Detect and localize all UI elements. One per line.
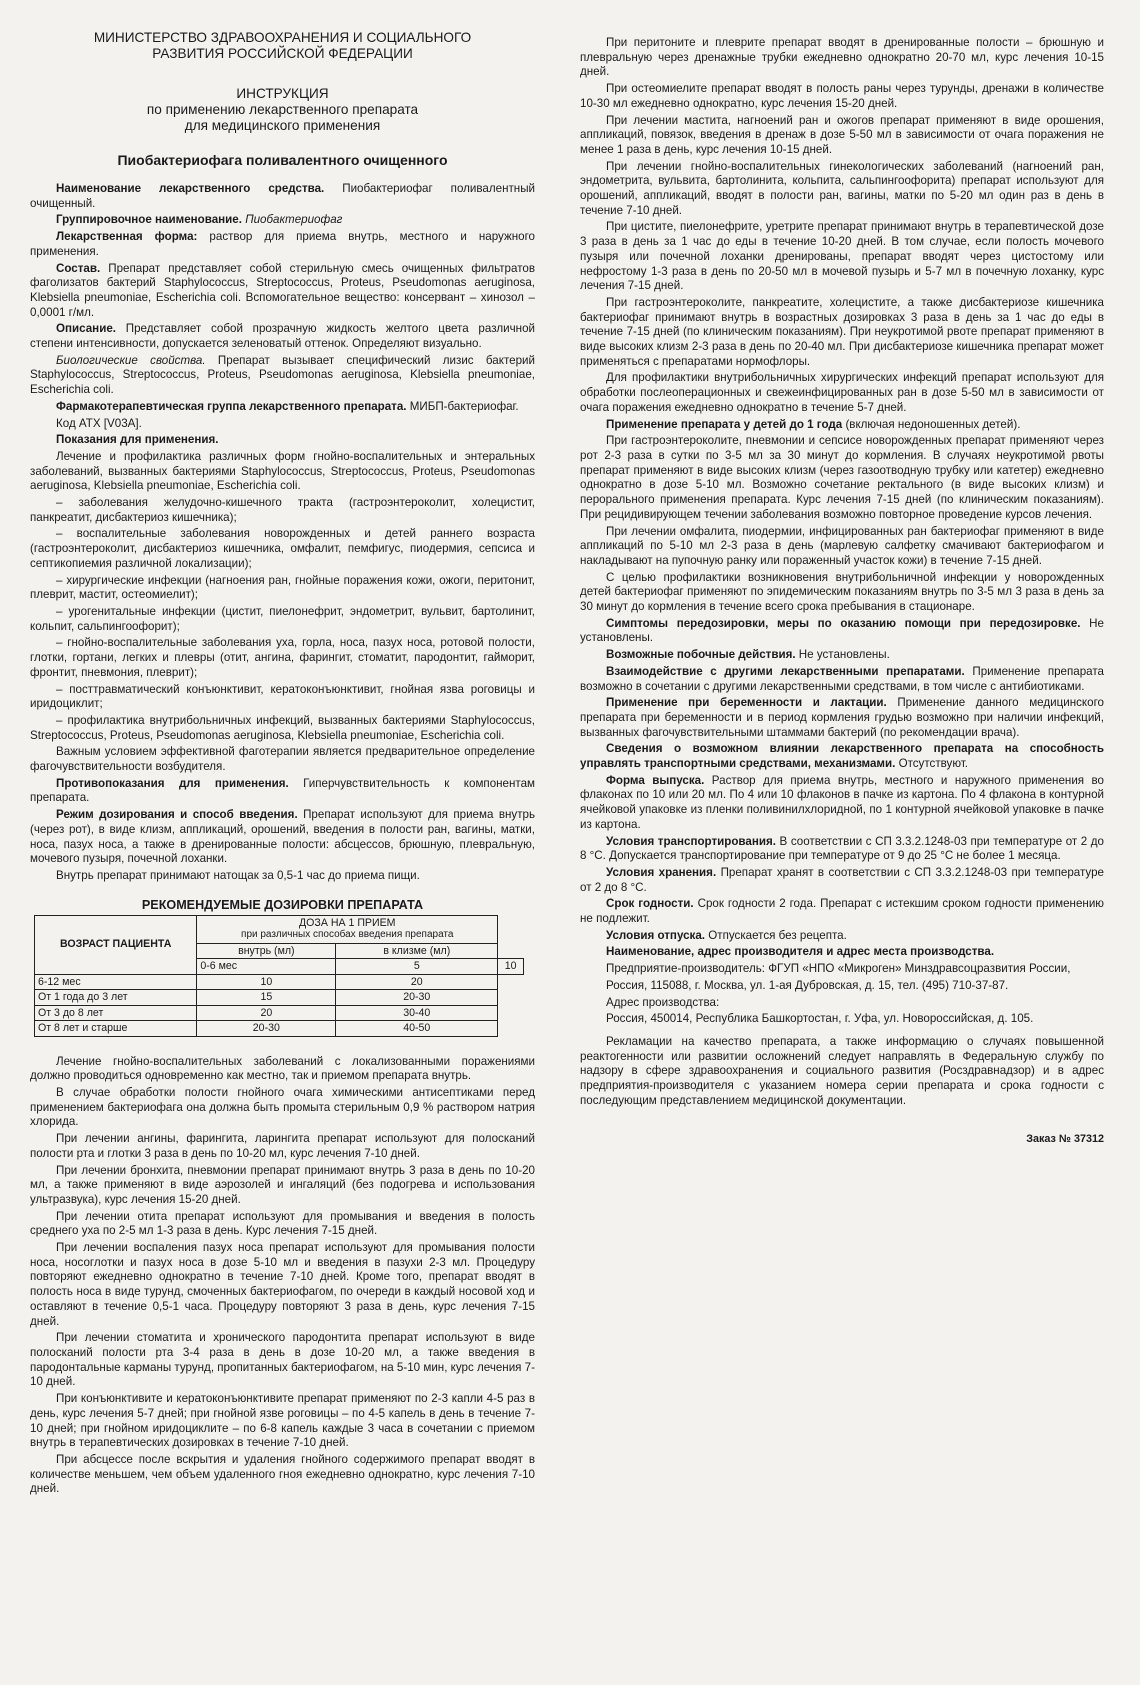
treatment-paragraph: При остеомиелите препарат вводят в полость раны через турунды, дренажи в количестве 10-30 мл ежедневно однократно, курс лечения 15-20 дней.	[580, 82, 1104, 110]
treatment-paragraph: При лечении гнойно-воспалительных гинекологических заболеваний (нагноений ран, эндометрита, вульвита, бартолинита, кольпита, сальпингоофорита) препарат используют для орошений, аппликаций, вводят в полости ран, вагины, матки по 5-20 мл один раз в день в течение 7-10 дней.	[580, 159, 1104, 217]
table-row: От 8 лет и старше 20-30 40-50	[35, 1021, 524, 1037]
treatment-paragraph: При цистите, пиелонефрите, уретрите препарат принимают внутрь в терапевтической дозе 3 раза в день за 1 час до еды в течение 10-20 дней. В том случае, если полость мочевого пузыря или почечной лоханки дренированы, препарат вводят через цистостому или нефростому 1-3 раза в день по 20-50 мл в мочевой пузырь и 5-7 мл в почечную лоханку, курс лечения 7-15 дней.	[580, 220, 1104, 293]
indication-item: – посттравматический конъюнктивит, кератоконъюнктивит, гнойная язва роговицы и иридоциклит;	[30, 682, 535, 711]
treatment-paragraph: При гастроэнтероколите, панкреатите, холецистите, а также дисбактериозе кишечника бактериофаг принимают внутрь в возрастных дозировках 3 раза в день за 1 час до еды в течение 7-15 дней (по клиническим показаниям). При неукротимой рвоте препарат применяют в виде высоких клизм 2-3 раза в день по 20-40 мл. При дисбактериозе кишечника препарат может применяться с препаратами нормофлоры.	[580, 295, 1104, 368]
col-oral-header: внутрь (мл)	[197, 943, 336, 959]
treatment-paragraph: Для профилактики внутрибольничных хирургических инфекций препарат используют для обработки послеоперационных и свежеинфицированных ран в дозе 5-50 мл в зависимости от очага поражения ежедневно однократно в течение 5-7 дней.	[580, 371, 1104, 414]
bio-paragraph: Биологические свойства. Препарат вызывает специфический лизис бактерий Staphylococcus, Streptococcus, Proteus, Pseudomonas aeruginosa, Klebsiella pneumoniae, Escherichia coli.	[30, 353, 535, 397]
ministry-line-2: РАЗВИТИЯ РОССИЙСКОЙ ФЕДЕРАЦИИ	[152, 46, 413, 61]
indication-item: – заболевания желудочно-кишечного тракта (гастроэнтероколит, холецистит, панкреатит, дисбактериоз кишечника);	[30, 496, 535, 524]
children-detail: При лечении омфалита, пиодермии, инфицированных ран бактериофаг применяют в виде аппликаций по 5-10 мл 2-3 раза в день (марлевую салфетку смачивают бактериофагом и накладывают на пупочную ранку или пораженный участок кожи) в течение 7-15 дней.	[580, 524, 1104, 567]
treatment-paragraph: При лечении мастита, нагноений ран и ожогов препарат применяют в виде орошения, аппликаций, повязок, введения в дренаж в дозе 5-50 мл в зависимости от очага поражения не менее 1 раза в день, курс лечения 10-15 дней.	[580, 113, 1104, 156]
fasting-paragraph: Внутрь препарат принимают натощак за 0,5-1 час до приема пищи.	[56, 868, 420, 882]
interaction-paragraph: Взаимодействие с другими лекарственными препаратами. Применение препарата возможно в сочетании с другими лекарственными средствами, в том числе с антибиотиками.	[580, 664, 1104, 693]
driving-paragraph: Сведения о возможном влиянии лекарственного препарата на способность управлять транспортными средствами, механизмами. Отсутствуют.	[580, 742, 1104, 771]
order-number: Заказ № 37312	[1026, 1132, 1104, 1145]
table-row: 0-6 мес 5 10	[35, 959, 524, 975]
indication-item: – воспалительные заболевания новорожденных и детей раннего возраста (гастроэнтероколит, дисбактериоз кишечника, омфалит, пемфигус, пиодермия, сепсиса и септикопиемия различной локализации);	[30, 527, 535, 570]
form-paragraph: Лекарственная форма: раствор для приема внутрь, местного и наружного применения.	[30, 230, 535, 258]
children-detail: При гастроэнтероколите, пневмонии и сепсисе новорожденных препарат применяют через рот 2-3 раза в сутки по 3-5 мл за 30 минут до кормления. В случаях неукротимой рвоты препарат применяют в виде высоких клизм (через газоотводную трубку или катетер) ежедневно однократно в дозе 5-10 мл. Возможно сочетание ректального (в виде высоких клизм) и перорального применения препарата. Курс лечения 7-15 дней (по клиническим показаниям). При рецидивирующем течении заболевания возможно повторное проведение курсов лечения.	[580, 434, 1104, 521]
shelf-life-paragraph: Срок годности. Срок годности 2 года. Препарат с истекшим сроком годности применению не подлежит.	[580, 897, 1104, 926]
overdose-paragraph: Симптомы передозировки, меры по оказанию помощи при передозировке. Не установлены.	[580, 616, 1104, 645]
storage-paragraph: Условия хранения. Препарат хранят в соответствии с СП 3.3.2.1248-03 при температуре от 2 до 8 °С.	[580, 865, 1104, 894]
treatment-paragraph: При лечении стоматита и хронического пародонтита препарат используют в виде полосканий полости рта 3-4 раза в день в дозе 10-20 мл, а также введения в пародонтальные карманы турунд, пропитанных бактериофагом, на 5-10 мин, курс лечения 7-10 дней.	[30, 1331, 535, 1389]
col-enema-header: в клизме (мл)	[336, 943, 498, 959]
dosage-table-title: РЕКОМЕНДУЕМЫЕ ДОЗИРОВКИ ПРЕПАРАТА	[141, 897, 424, 912]
doc-type: ИНСТРУКЦИЯ	[236, 86, 329, 101]
treatment-paragraph: При абсцессе после вскрытия и удаления гнойного содержимого препарат вводят в количестве меньшем, чем объем удаленного гноя ежедневно однократно, курс лечения 7-10 дней.	[30, 1452, 535, 1496]
pregnancy-paragraph: Применение при беременности и лактации. Применение данного медицинского препарата при беременности и в период кормления грудью возможно при наличии инфекций, вызванных фагочувствительными штаммами бактерий (по рекомендации врача).	[580, 696, 1104, 739]
table-row: 6-12 мес 10 20	[35, 974, 524, 990]
treatment-paragraph: При лечении воспаления пазух носа препарат используют для промывания полости носа, носоглотки и пазух носа в дозе 5-10 мл и введения в пазухи 2-3 мл. Процедуру повторяют ежедневно однократно в течение 7-10 дней. Кроме того, препарат вводят в полость носа в виде турунд, смоченных бактериофагом, по очереди в каждый носовой ход и оставляют в течение 0,5-1 часа. Процедуру повторяют 3 раза в день, курс лечения 7-15 дней.	[30, 1241, 535, 1328]
treatment-paragraph: При конъюнктивите и кератоконъюнктивите препарат применяют по 2-3 капли 4-5 раз в день, курс лечения 5-7 дней; при гнойной язве роговицы – по 4-5 капель в день в течение 7-10 дней; при гнойном иридоциклите – по 6-8 капель каждые 3 часа в сочетании с приемом внутрь в терапевтических дозировках в течение 7-10 дней.	[30, 1392, 535, 1450]
indication-item: – хирургические инфекции (нагноения ран, гнойные поражения кожи, ожоги, перитонит, плеврит, мастит, остеомиелит);	[30, 573, 535, 602]
children-detail: С целью профилактики возникновения внутрибольничной инфекции у новорожденных детей бактериофаг применяют по эпидемическим показаниям внутрь по 3-5 мл 3 раза в день за 30 минут до кормления в течение всего срока пребывания в стационаре.	[580, 570, 1104, 614]
contra-paragraph: Противопоказания для применения. Гиперчувствительность к компонентам препарата.	[30, 776, 535, 805]
drug-title: Пиобактериофага поливалентного очищенного	[117, 152, 448, 168]
dispense-paragraph: Условия отпуска. Отпускается без рецепта.	[606, 928, 847, 942]
children-paragraph: Применение препарата у детей до 1 года (включая недоношенных детей).	[606, 417, 1021, 431]
indication-item: – профилактика внутрибольничных инфекций, вызванных бактериями Staphylococcus, Streptococcus, Proteus, Pseudomonas aeruginosa, Klebsiella pneumoniae, Escherichia coli.	[30, 713, 535, 742]
condition-paragraph: Важным условием эффективной фаготерапии является предварительное определение фагочувствительности возбудителя.	[30, 745, 535, 774]
manufacturer-heading: Наименование, адрес производителя и адрес места производства.	[606, 945, 995, 959]
group-paragraph: Группировочное наименование. Пиобактериофаг	[56, 213, 343, 227]
treatment-paragraph: При перитоните и плеврите препарат вводят в дренированные полости – брюшную и плевральную через дренажные трубки ежедневно однократно 20-70 мл, курс лечения 10-15 дней.	[580, 36, 1104, 79]
description-paragraph: Описание. Представляет собой прозрачную жидкость желтого цвета различной степени интенсивности, допускается зеленоватый оттенок. Определяют визуально.	[30, 322, 535, 351]
purpose-line-2: для медицинского применения	[184, 118, 381, 133]
side-effects-paragraph: Возможные побочные действия. Не установлены.	[606, 648, 890, 662]
name-paragraph: Наименование лекарственного средства. Пиобактериофаг поливалентный очищенный.	[30, 182, 536, 210]
composition-paragraph: Состав. Препарат представляет собой стерильную смесь очищенных фильтратов фаголизатов бактерий Staphylococcus, Streptococcus, Proteus, Pseudomonas aeruginosa, Klebsiella pneumoniae, Escherichia coli. Вспомогательное вещество: консервант – хинозол – 0,0001 г/мл.	[30, 261, 535, 319]
left-column	[30, 0, 535, 1499]
indications-text: Лечение и профилактика различных форм гнойно-воспалительных и энтеральных заболеваний, вызванных бактериями Staphylococcus, Streptococcus, Proteus, Pseudomonas aeruginosa, Klebsiella pneumoniae, Escherichia coli.	[30, 449, 535, 493]
manufacturer-line: Адрес производства:	[606, 995, 720, 1009]
manufacturer-line: Россия, 450014, Республика Башкортостан, г. Уфа, ул. Новороссийская, д. 105.	[606, 1012, 1034, 1026]
dosing-paragraph: Режим дозирования и способ введения. Препарат используют для приема внутрь (через рот), в виде клизм, аппликаций, орошений, введения в полости ран, вагины, матки, носа, пазух носа, а также в дренированные полости: абсцессов, брюшную, плевральную, мочевого пузыря, почечной лоханки.	[30, 808, 535, 866]
right-column	[580, 0, 1104, 1149]
ministry-line-1: МИНИСТЕРСТВО ЗДРАВООХРАНЕНИЯ И СОЦИАЛЬНОГО	[93, 30, 472, 45]
dosage-table	[34, 915, 524, 1037]
table-row: От 1 года до 3 лет 15 20-30	[35, 990, 524, 1006]
treatment-paragraph: При лечении ангины, фарингита, ларингита препарат используют для полосканий полости рта и глотки 3 раза в день по 10-20 мл, курс лечения 7-10 дней.	[30, 1132, 535, 1160]
indications-heading: Показания для применения.	[56, 433, 219, 447]
manufacturer-line: Россия, 115088, г. Москва, ул. 1-ая Дубровская, д. 15, тел. (495) 710-37-87.	[606, 978, 1009, 992]
treatment-paragraph: Лечение гнойно-воспалительных заболеваний с локализованными поражениями должно проводиться одновременно как местно, так и приемом препарата внутрь.	[30, 1054, 535, 1083]
treatment-paragraph: При лечении отита препарат используют для промывания и введения в полость среднего уха по 2-5 мл 1-3 раза в день. Курс лечения 7-15 дней.	[30, 1209, 535, 1238]
atc-code: Код АТХ [V03A].	[56, 416, 142, 430]
purpose-line-1: по применению лекарственного препарата	[146, 102, 419, 117]
treatment-paragraph: При лечении бронхита, пневмонии препарат принимают внутрь 3 раза в день по 10-20 мл, а также применяют в виде аэрозолей и ингаляций (без подогрева и использования ультразвука), курс лечения 15-20 дней.	[30, 1163, 535, 1206]
indication-item: – гнойно-воспалительные заболевания уха, горла, носа, пазух носа, ротовой полости, глотки, гортани, легких и плевры (отит, ангина, фарингит, стоматит, пародонтит, гайморит, фронтит, пневмония, плеврит);	[30, 636, 535, 679]
treatment-paragraph: В случае обработки полости гнойного очага химическими антисептиками перед применением бактериофага она должна быть промыта стерильным 0,9 % раствором натрия хлорида.	[30, 1086, 535, 1129]
transport-paragraph: Условия транспортирования. В соответствии с СП 3.3.2.1248-03 при температуре от 2 до 8 °С. Допускается транспортирование при температуре от 9 до 25 °С не более 1 месяца.	[580, 834, 1104, 863]
claims-paragraph: Рекламации на качество препарата, а также информацию о случаях повышенной реактогенности или развитии осложнений следует направлять в Федеральную службу по надзору в сфере здравоохранения и социального развития (Росздравнадзор) и в адрес предприятия-производителя с указанием номера серии препарата и срока годности с последующим представлением медицинской документации.	[580, 1035, 1104, 1107]
manufacturer-line: Предприятие-производитель: ФГУП «НПО «Микроген» Минздравсоцразвития России,	[606, 962, 1071, 976]
release-form-paragraph: Форма выпуска. Раствор для приема внутрь, местного и наружного применения во флаконах по 10 или 20 мл. По 4 или 10 флаконов в пачке из картона. По 4 флакона в контурной ячейковой упаковке из пленки поливинилхлоридной, по 1 контурной ячейковой упаковке в пачке из картона.	[580, 773, 1104, 831]
age-header: ВОЗРАСТ ПАЦИЕНТА	[35, 915, 197, 974]
pharm-paragraph: Фармакотерапевтическая группа лекарственного препарата. МИБП-бактериофаг.	[56, 399, 519, 413]
indication-item: – урогенитальные инфекции (цистит, пиелонефрит, эндометрит, вульвит, бартолинит, кольпит, сальпингоофорит);	[30, 604, 535, 633]
table-row: От 3 до 8 лет 20 30-40	[35, 1005, 524, 1021]
dose-header: ДОЗА НА 1 ПРИЕМ при различных способах введения препарата	[197, 915, 498, 943]
